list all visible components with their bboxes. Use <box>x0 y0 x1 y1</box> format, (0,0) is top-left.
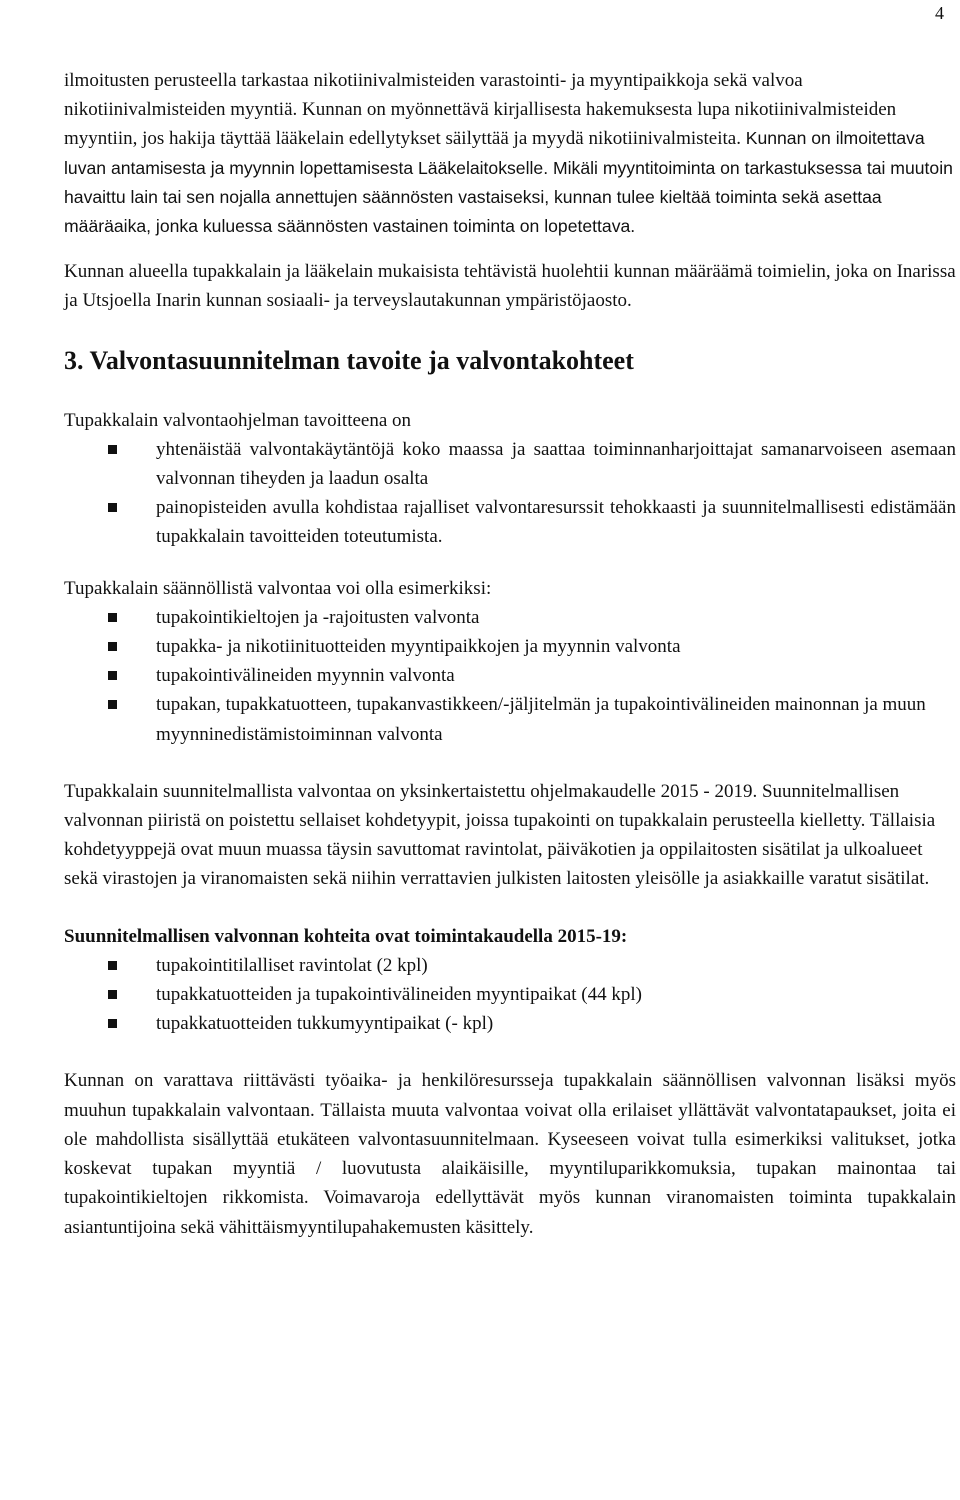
list-item <box>64 493 956 551</box>
intro-text-sans: Kunnan on ilmoitettava luvan antamisesta ja myynnin lopettamisesta Lääkelaitokselle. Mikäli myyntitoiminta on tarkastuksessa tai muutoin havaittu lain tai sen nojalla annettujen säännösten vastaiseksi, kunnan tulee kieltää toiminta sekä asettaa määräaika, jonka kuluessa säännösten vastainen toiminta on lopetettava. <box>64 128 953 237</box>
page-content <box>64 66 956 1242</box>
list-item-text: tupakointitilalliset ravintolat (2 kpl) <box>156 954 428 976</box>
targets-list <box>64 951 956 1039</box>
list-item <box>64 690 956 748</box>
square-bullet-icon <box>108 671 117 680</box>
square-bullet-icon <box>108 1019 117 1028</box>
list-item <box>64 1009 956 1038</box>
regular-intro: Tupakkalain säännöllistä valvontaa voi olla esimerkiksi: <box>64 577 492 599</box>
list-item <box>64 661 956 690</box>
square-bullet-icon <box>108 961 117 970</box>
list-item <box>64 435 956 493</box>
square-bullet-icon <box>108 990 117 999</box>
square-bullet-icon <box>108 642 117 651</box>
list-item-text: tupakka- ja nikotiinituotteiden myyntipaikkojen ja myynnin valvonta <box>156 636 681 658</box>
targets-heading: Suunnitelmallisen valvonnan kohteita ovat toimintakaudella 2015-19: <box>64 925 628 947</box>
list-item-text: painopisteiden avulla kohdistaa rajalliset valvontaresurssit tehokkaasti ja suunnitelmallisesti edistämään tupakkalain tavoitteiden toteutumista. <box>156 497 956 548</box>
list-item-text: tupakkatuotteiden tukkumyyntipaikat (- kpl) <box>156 1013 494 1035</box>
list-item <box>64 951 956 980</box>
list-item <box>64 603 956 632</box>
square-bullet-icon <box>108 700 117 709</box>
page-number: 4 <box>935 3 944 23</box>
list-item-text: tupakointivälineiden myynnin valvonta <box>156 665 455 687</box>
authority-paragraph: Kunnan alueella tupakkalain ja lääkelain mukaisista tehtävistä huolehtii kunnan määräämä toimielin, joka on Inarissa ja Utsjoella Inarin kunnan sosiaali- ja terveyslautakunnan ympäristöjaosto. <box>64 261 956 312</box>
list-item <box>64 980 956 1009</box>
square-bullet-icon <box>108 613 117 622</box>
list-item-text: tupakointikieltojen ja -rajoitusten valvonta <box>156 606 480 628</box>
square-bullet-icon <box>108 445 117 454</box>
regular-list <box>64 603 956 749</box>
list-item-text: yhtenäistää valvontakäytäntöjä koko maassa ja saattaa toiminnanharjoittajat samanarvoiseen asemaan valvonnan tiheyden ja laadun osalta <box>156 438 956 490</box>
list-item-text: tupakan, tupakkatuotteen, tupakanvastikkeen/-jäljitelmän ja tupakointivälineiden mainonnan ja muun myynninedistämistoiminnan valvonta <box>156 694 926 745</box>
section-heading: 3. Valvontasuunnitelman tavoite ja valvontakohteet <box>64 345 634 375</box>
goals-list <box>64 435 956 552</box>
planned-paragraph: Tupakkalain suunnitelmallista valvontaa on yksinkertaistettu ohjelmakaudelle 2015 - 2019. Suunnitelmallisen valvonnan piiristä on poistettu sellaiset kohdetyypit, joissa tupakointi on tupakkalain perusteella kielletty. Tällaisia kohdetyyppejä ovat muun muassa täysin savuttomat ravintolat, päiväkotien ja oppilaitosten sisätilat ja ulkoalueet sekä virastojen ja viranomaisten sekä niihin verrattavien julkisten laitosten yleisölle ja asiakkaille varatut sisätilat. <box>64 780 936 890</box>
square-bullet-icon <box>108 503 117 512</box>
goals-intro: Tupakkalain valvontaohjelman tavoitteena on <box>64 409 412 431</box>
closing-paragraph: Kunnan on varattava riittävästi työaika- ja henkilöresursseja tupakkalain säännöllisen valvonnan lisäksi myös muuhun tupakkalain valvontaan. Tällaista muuta valvontaa voivat olla erilaiset yllättävät valvontatapaukset, joita ei ole mahdollista sisällyttää etukäteen valvontasuunnitelmaan. Kyseeseen voivat tulla esimerkiksi valitukset, jotka koskevat tupakan myyntiä / luovutusta alaikäisille, myyntiluparikkomuksia, tupakan mainontaa tai tupakointikieltojen rikkomista. Voimavaroja edellyttävät myös kunnan viranomaisten toiminta tupakkalain asiantuntijoina sekä vähittäismyyntilupahakemusten käsittely. <box>64 1070 956 1238</box>
list-item <box>64 632 956 661</box>
intro-text-serif: ilmoitusten perusteella tarkastaa nikotiinivalmisteiden varastointi- ja myyntipaikkoja sekä valvoa nikotiinivalmisteiden myyntiä. Kunnan on myönnettävä kirjallisesta hakemuksesta lupa nikotiinivalmisteiden myyntiin, jos hakija täyttää lääkelain edellytykset säilyttää ja myydä nikotiinivalmisteita. <box>64 70 897 150</box>
list-item-text: tupakkatuotteiden ja tupakointivälineiden myyntipaikat (44 kpl) <box>156 984 642 1006</box>
intro-paragraph <box>64 66 956 241</box>
